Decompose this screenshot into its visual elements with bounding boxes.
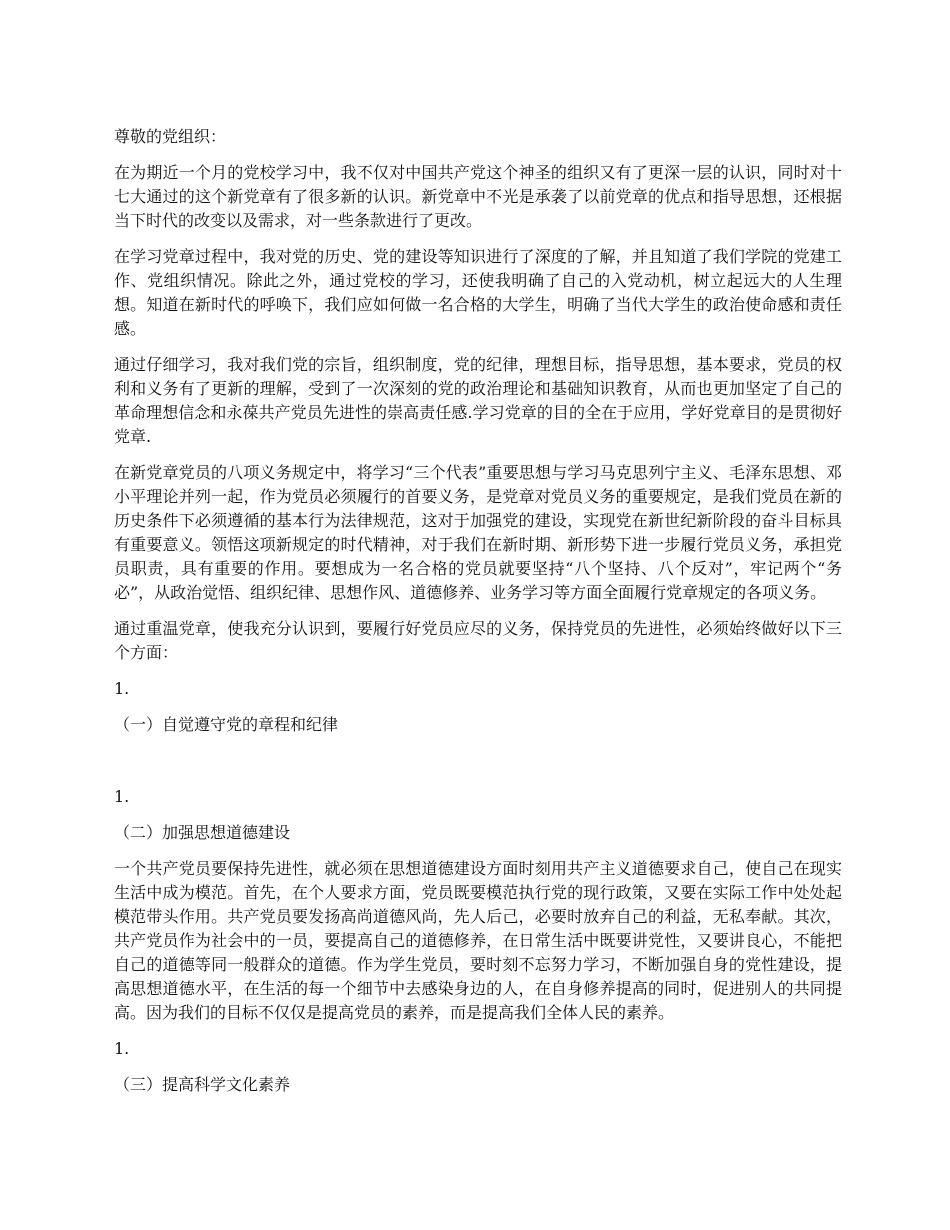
list-number: 1. [114,787,130,806]
paragraph-intro: 在为期近一个月的党校学习中，我不仅对中国共产党这个神圣的组织又有了更深一层的认识，同时对十七大通过的这个新党章有了很多新的认识。新党章中不光是承袭了以前党章的优点和指导思想，还根据当下时代的改变以及需求，对一些条款进行了更改。 [114,163,842,230]
salutation: 尊敬的党组织： [114,127,227,146]
section-heading-science: （三）提高科学文化素养 [114,1075,291,1094]
paragraph-morality: 一个共产党员要保持先进性，就必须在思想道德建设方面时刻用共产主义道德要求自己，使自己在现实生活中成为模范。首先，在个人要求方面，党员既要模范执行党的现行政策，又要在实际工作中处处起模范带头作用。共产党员要发扬高尚道德风尚，先人后己，必要时放弃自己的利益，无私奉献。其次，共产党员作为社会中的一员，要提高自己的道德修养，在日常生活中既要讲党性，又要讲良心，不能把自己的道德等同一般群众的道德。作为学生党员，要时刻不忘努力学习，不断加强自身的党性建设，提高思想道德水平，在生活的每一个细节中去感染身边的人，在自身修养提高的同时，促进别人的共同提高。因为我们的目标不仅仅是提高党员的素养，而是提高我们全体人民的素养。 [114,859,842,1022]
paragraph-understanding: 通过仔细学习，我对我们党的宗旨，组织制度，党的纪律，理想目标，指导思想，基本要求，党员的权利和义务有了更新的理解，受到了一次深刻的党的政治理论和基础知识教育，从而也更加坚定了自己的革命理想信念和永葆共产党员先进性的崇高责任感.学习党章的目的全在于应用，学好党章目的是贯彻好党章. [114,355,842,446]
section-heading-morality: （二）加强思想道德建设 [114,823,291,842]
paragraph-history: 在学习党章过程中，我对党的历史、党的建设等知识进行了深度的了解，并且知道了我们学院的党建工作、党组织情况。除此之外，通过党校的学习，还使我明确了自己的入党动机，树立起远大的人生理想。知道在新时代的呼唤下，我们应如何做一名合格的大学生，明确了当代大学生的政治使命感和责任感。 [114,247,842,338]
document-body [114,125,842,1109]
paragraph-obligations: 在新党章党员的八项义务规定中，将学习“三个代表”重要思想与学习马克思列宁主义、毛泽东思想、邓小平理论并列一起，作为党员必须履行的首要义务，是党章对党员义务的重要规定，是我们党员在新的历史条件下必须遵循的基本行为法律规范，这对于加强党的建设，实现党在新世纪新阶段的奋斗目标具有重要意义。领悟这项新规定的时代精神，对于我们在新时期、新形势下进一步履行党员义务，承担党员职责，具有重要的作用。要想成为一名合格的党员就要坚持“八个坚持、八个反对”，牢记两个“务必”，从政治觉悟、组织纪律、思想作风、道德修养、业务学习等方面全面履行党章规定的各项义务。 [114,463,842,602]
paragraph-three-aspects: 通过重温党章，使我充分认识到，要履行好党员应尽的义务，保持党员的先进性，必须始终做好以下三个方面： [114,619,842,662]
list-number: 1. [114,679,130,698]
section-heading-discipline: （一）自觉遵守党的章程和纪律 [114,715,339,734]
list-number: 1. [114,1039,130,1058]
